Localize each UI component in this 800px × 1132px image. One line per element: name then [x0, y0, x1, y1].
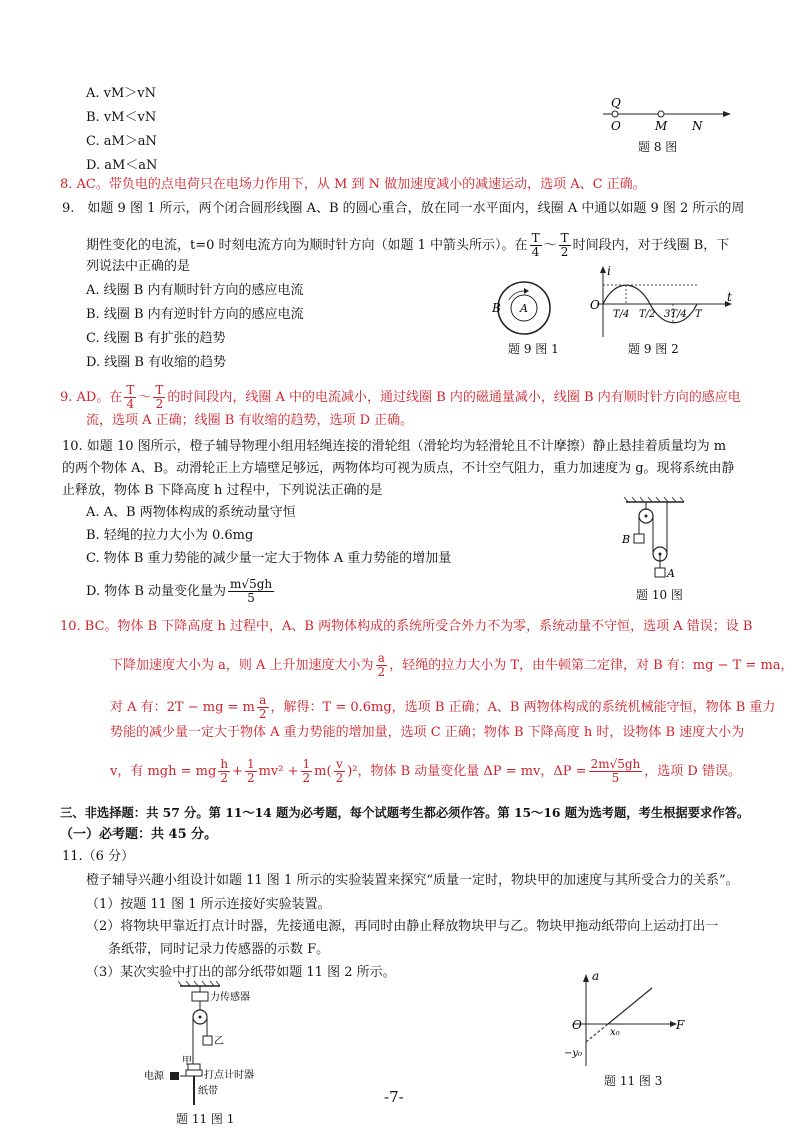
- q11-head: 11.（6 分）: [62, 849, 135, 864]
- q8-label-q: Q: [611, 96, 621, 110]
- q10-stem-line3: 止释放，物体 B 下降高度 h 过程中，下列说法正确的是: [62, 483, 383, 498]
- q10-answer-line3: 对 A 有：2T − mg = m $\frac{a}{2}$ ，解得：T = 0.6mg，选项 B 正确；A、B 两物体构成的系统机械能守恒，物体 B 重力: [110, 693, 776, 721]
- q8-label-n: N: [692, 119, 703, 133]
- q11-step2-cont: 条纸带，同时记录力传感器的示数 F。: [108, 942, 330, 957]
- q11-fig3-ylabel: a: [592, 969, 600, 983]
- q9-fig2-graph: [585, 265, 735, 340]
- q8-label-o: O: [611, 119, 621, 133]
- q9-stem-line2: 期性变化的电流，t=0 时刻电流方向为顺时针方向（如题 1 中箭头所示）。在 $\frac{T}{4}$ ～ $\frac{T}{2}$ 时间段内，对于线圈 B，下: [86, 231, 730, 259]
- q9-fig2-tick: 3T/4: [664, 309, 687, 320]
- q9-answer-line2: 流，选项 A 正确；线圈 B 有收缩的趋势，选项 D 正确。: [86, 413, 414, 428]
- q11-step2: （2）将物块甲靠近打点计时器，先接通电源，再同时由静止释放物块甲与乙。物块甲拖动纸带向上运动打出一: [86, 919, 719, 934]
- q11-fig3-origin: O: [572, 1018, 582, 1032]
- q9-fig1-label-b: B: [492, 301, 501, 315]
- q9-fig2-origin: O: [590, 298, 600, 312]
- q11-fig3-y0: −y₀: [564, 1048, 583, 1059]
- q10-figure-caption: 题 10 图: [636, 588, 683, 602]
- q11-label-jia: 甲: [182, 1056, 192, 1067]
- q10-pulley-figure: [618, 496, 698, 586]
- q11-label-force-sensor: 力传感器: [210, 992, 250, 1003]
- q9-fig2-ylabel: i: [607, 265, 611, 278]
- q9-fig1-coils: [488, 278, 568, 338]
- q9-option-c: C. 线圈 B 有扩张的趋势: [86, 331, 226, 346]
- q11-label-timer: 打点计时器: [204, 1070, 254, 1081]
- q8-figure: [595, 95, 735, 135]
- q10-answer-line2: 下降加速度大小为 a，则 A 上升加速度大小为 $\frac{a}{2}$ ，轻绳的拉力大小为 T，由牛顿第二定律，对 B 有：mg − T = ma，: [110, 651, 794, 679]
- q9-fig1-label-a: A: [520, 302, 528, 315]
- q8-option-b: B. vM＜vN: [86, 110, 157, 125]
- q11-fig3-xlabel: F: [676, 1018, 685, 1032]
- q10-stem-line2: 的两个物体 A、B。动滑轮正上方墙壁足够远，两物体均可视为质点，不计空气阻力，重力加速度为 g。现将系统由静: [62, 461, 735, 476]
- q10-option-c: C. 物体 B 重力势能的减少量一定大于物体 A 重力势能的增加量: [86, 551, 452, 566]
- q10-label-b: B: [622, 533, 631, 546]
- q8-label-m: M: [655, 119, 668, 133]
- q9-fig1-caption: 题 9 图 1: [508, 342, 559, 356]
- q11-fig1-caption: 题 11 图 1: [176, 1112, 235, 1126]
- q9-stem-line3: 列说法中正确的是: [86, 259, 191, 274]
- q9-option-d: D. 线圈 B 有收缩的趋势: [86, 355, 227, 370]
- q11-stem: 橙子辅导兴趣小组设计如题 11 图 1 所示的实验装置来探究“质量一定时，物块甲的加速度与其所受合力的关系”。: [86, 873, 739, 888]
- q11-fig3-caption: 题 11 图 3: [604, 1074, 663, 1088]
- section3-heading: 三、非选择题：共 57 分。第 11～14 题为必考题，每个试题考生都必须作答。第 15～16 题为选考题，考生根据要求作答。: [60, 805, 750, 820]
- q9-option-a: A. 线圈 B 内有顺时针方向的感应电流: [86, 283, 304, 298]
- page-number: -7-: [384, 1088, 404, 1106]
- section3-subheading: （一）必考题：共 45 分。: [60, 827, 218, 842]
- q10-option-a: A. A、B 两物体构成的系统动量守恒: [86, 505, 296, 520]
- q8-option-c: C. aM＞aN: [86, 134, 157, 149]
- q8-option-d: D. aM＜aN: [86, 158, 158, 173]
- q10-stem-line1: 10. 如题 10 图所示，橙子辅导物理小组用轻绳连接的滑轮组（滑轮均为轻滑轮且不计摩擦）静止悬挂着质量均为 m: [62, 439, 727, 454]
- q8-figure-caption: 题 8 图: [638, 140, 678, 154]
- q8-answer: 8. AC。带负电的点电荷只在电场力作用下，从 M 到 N 做加速度减小的减速运动，选项 A、C 正确。: [60, 177, 646, 192]
- q11-fig3-x0: x₀: [610, 1027, 620, 1038]
- q9-answer-line1: 9. AD。在 $\frac{T}{4}$ ～ $\frac{T}{2}$ 的时间段内，线圈 A 中的电流减小，通过线圈 B 内的磁通量减小，线圈 B 内有顺时针方向的感应电: [60, 383, 741, 411]
- q9-fig2-caption: 题 9 图 2: [628, 342, 679, 356]
- q10-answer-line1: 10. BC。物体 B 下降高度 h 过程中，A、B 两物体构成的系统所受合外力不为零，系统动量不守恒，选项 A 错误；设 B: [60, 619, 753, 634]
- q9-fig2-xlabel: t: [727, 290, 732, 304]
- q10-option-b: B. 轻绳的拉力大小为 0.6mg: [86, 528, 254, 543]
- q9-fig2-tick: T/4: [613, 309, 630, 320]
- q11-step3: （3）某次实验中打出的部分纸带如题 11 图 2 所示。: [86, 965, 396, 980]
- q9-fig2-tick: T: [695, 309, 702, 320]
- q10-answer-line4: 势能的减少量一定大于物体 A 重力势能的增加量，选项 C 正确；物体 B 下降高度 h 时，设物体 B 速度大小为: [110, 725, 745, 740]
- q8-option-a: A. vM＞vN: [86, 86, 157, 101]
- q11-label-power: 电源: [144, 1071, 164, 1082]
- q9-fig2-tick: T/2: [639, 309, 656, 320]
- q10-label-a: A: [667, 567, 675, 580]
- q11-fig1-apparatus: [140, 980, 280, 1112]
- q11-label-yi: 乙: [214, 1036, 224, 1047]
- q9-option-b: B. 线圈 B 内有逆时针方向的感应电流: [86, 307, 304, 322]
- q9-stem-line1: 9. 如题 9 图 1 所示，两个闭合圆形线圈 A、B 的圆心重合，放在同一水平面内，线圈 A 中通以如题 9 图 2 所示的周: [62, 201, 745, 216]
- q11-step1: （1）按题 11 图 1 所示连接好实验装置。: [86, 897, 331, 912]
- q11-label-tape: 纸带: [198, 1086, 218, 1097]
- q11-fig3-graph: [560, 966, 700, 1074]
- q10-answer-line5: v，有 mgh = mg $\frac{h}{2}$ + $\frac{1}{2}$ mv² + $\frac{1}{2}$ m( $\frac{v}{2}$ )²，物体 B 动量变化量 ΔP = mv，ΔP = $\frac{2m√5gh}{5}$ ，选项 D 错误。: [110, 757, 741, 785]
- q10-option-d: D. 物体 B 动量变化量为 $\frac{m√5gh}{5}$: [86, 577, 273, 605]
